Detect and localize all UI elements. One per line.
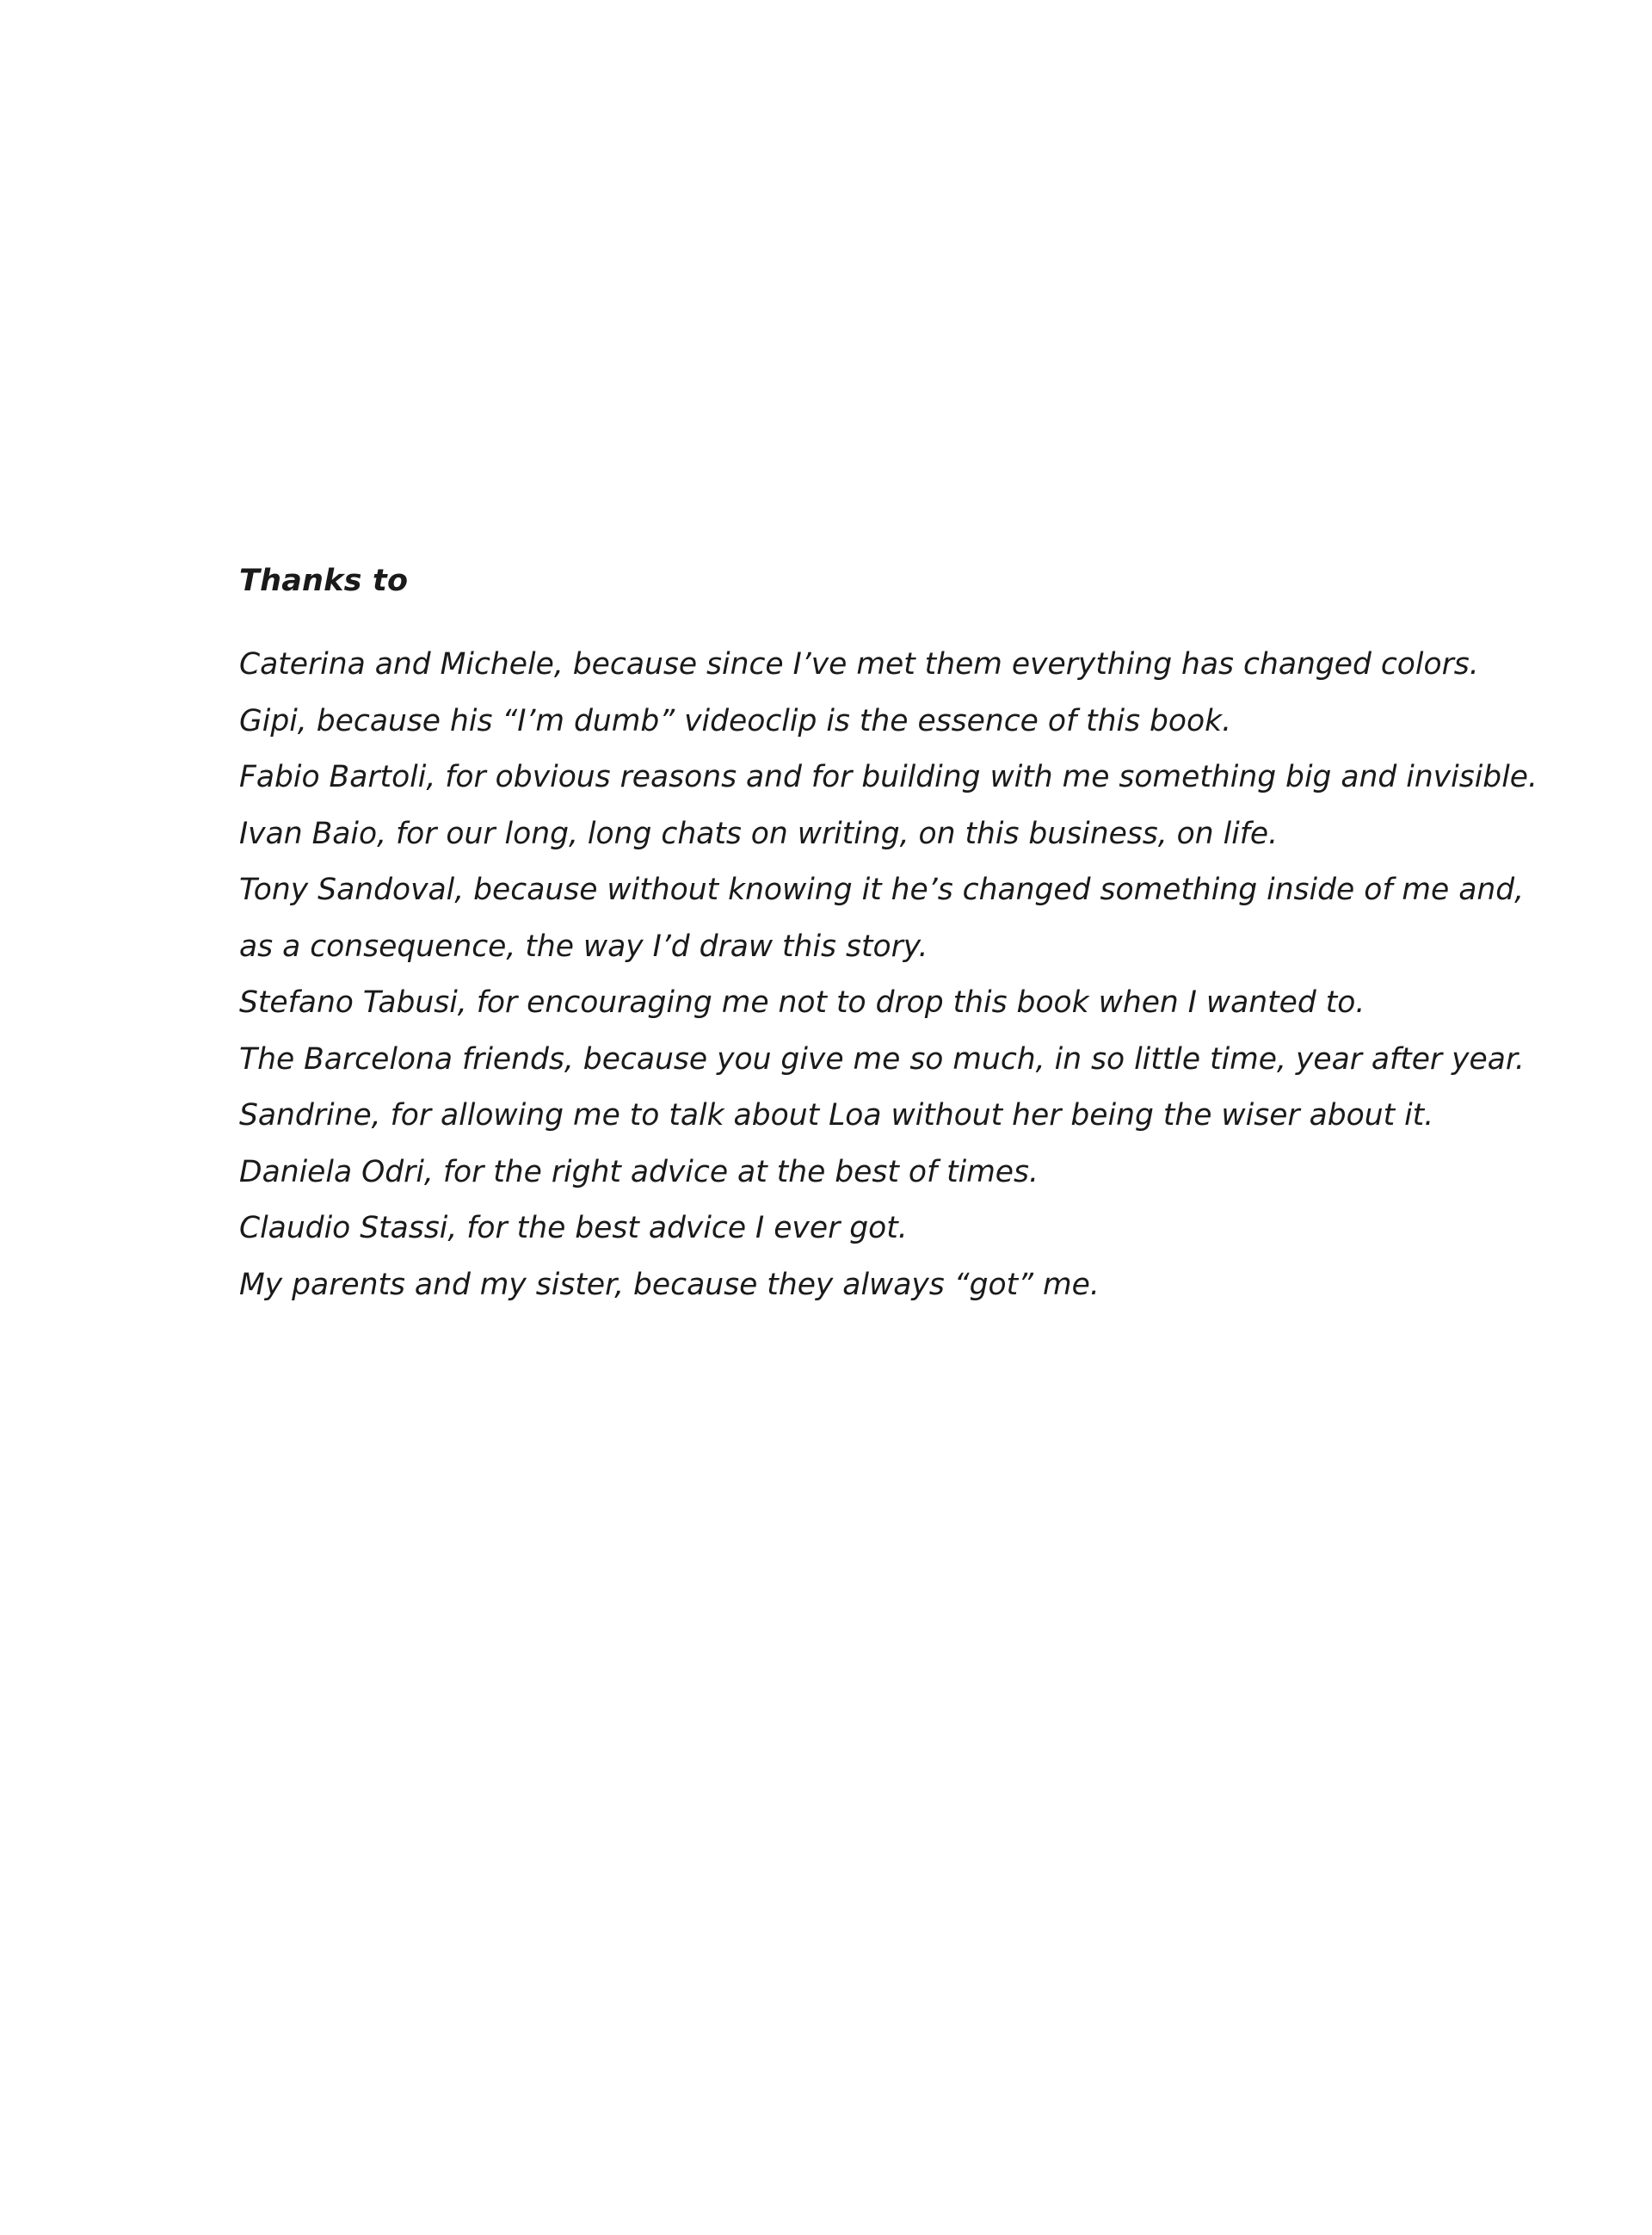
- acknowledgement-line: Ivan Baio, for our long, long chats on writing, on this business, on life.: [239, 816, 1279, 851]
- acknowledgements-section: [239, 559, 1616, 1313]
- acknowledgement-line: Claudio Stassi, for the best advice I ever got.: [239, 1211, 908, 1245]
- acknowledgements-list: [239, 637, 1616, 1313]
- acknowledgement-line: Fabio Bartoli, for obvious reasons and for building with me something big and invisible.: [239, 760, 1538, 794]
- acknowledgement-line: Tony Sandoval, because without knowing it he’s changed something inside of me and,: [239, 873, 1525, 907]
- acknowledgement-line: as a consequence, the way I’d draw this story.: [239, 929, 928, 964]
- acknowledgements-heading: Thanks to: [239, 564, 409, 598]
- acknowledgement-line: My parents and my sister, because they always “got” me.: [239, 1267, 1100, 1302]
- acknowledgement-line: Daniela Odri, for the right advice at the best of times.: [239, 1154, 1039, 1189]
- acknowledgement-line: Caterina and Michele, because since I’ve met them everything has changed colors.: [239, 647, 1479, 682]
- acknowledgement-line: Stefano Tabusi, for encouraging me not to drop this book when I wanted to.: [239, 985, 1365, 1020]
- acknowledgement-line: Sandrine, for allowing me to talk about Loa without her being the wiser about it.: [239, 1098, 1434, 1133]
- acknowledgement-line: Gipi, because his “I’m dumb” videoclip is the essence of this book.: [239, 703, 1232, 738]
- acknowledgement-line: The Barcelona friends, because you give me so much, in so little time, year after year.: [239, 1041, 1525, 1077]
